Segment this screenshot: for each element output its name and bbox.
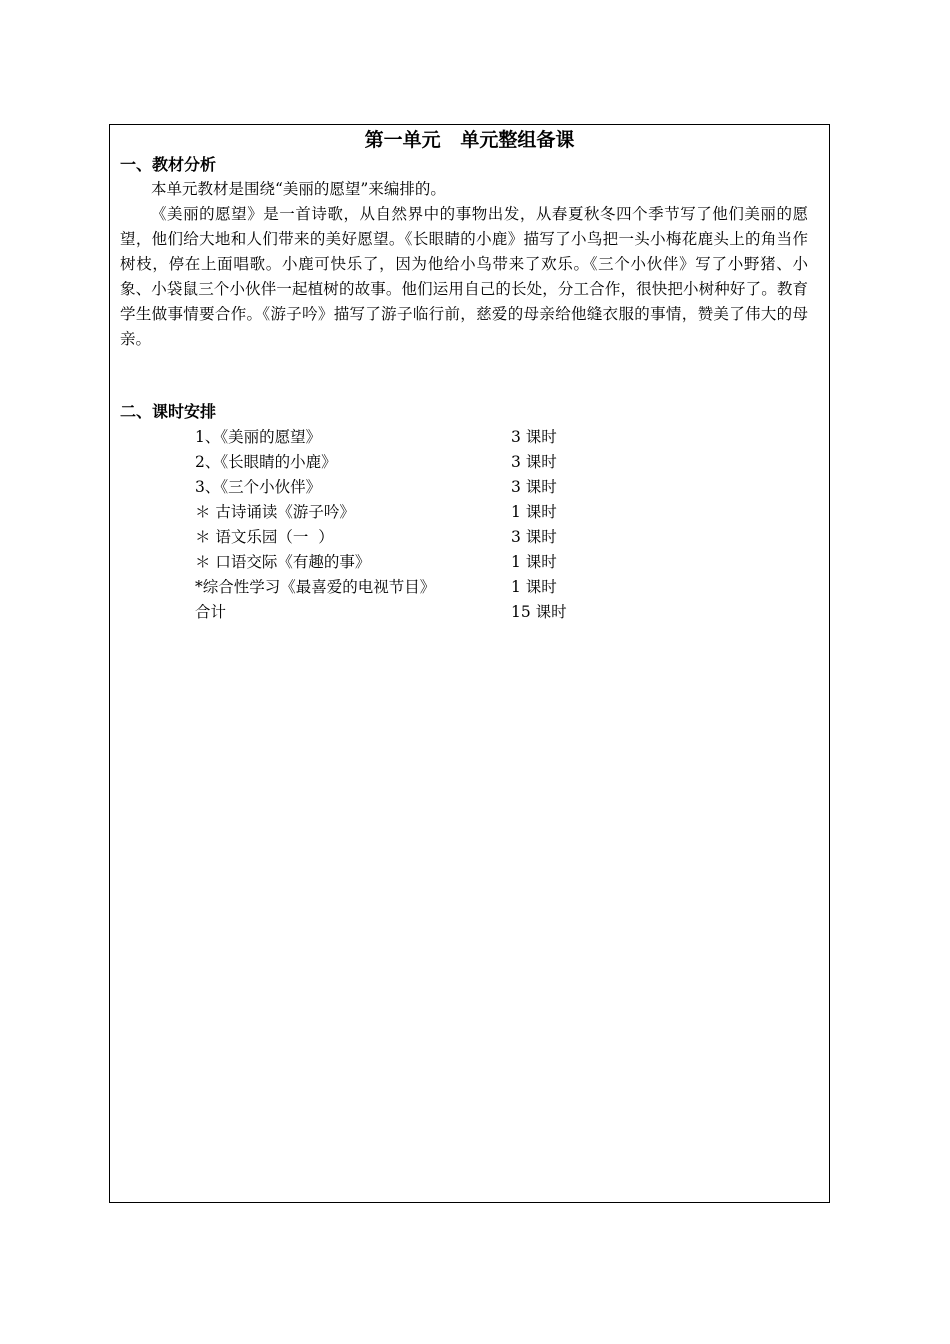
section-heading-lesson-schedule: 二、课时安排 bbox=[120, 402, 217, 421]
schedule-total-hours: 15 课时 bbox=[511, 603, 567, 621]
schedule-item-hours: 1 课时 bbox=[511, 553, 557, 571]
document-title: 第一单元 单元整组备课 bbox=[364, 129, 575, 151]
schedule-item-name: ＊ 古诗诵读《游子吟》 bbox=[195, 503, 355, 521]
schedule-row bbox=[195, 450, 695, 475]
schedule-row bbox=[195, 500, 695, 525]
schedule-row bbox=[195, 425, 695, 450]
schedule-item-name: 1、《美丽的愿望》 bbox=[195, 428, 322, 446]
schedule-item-name: 3、《三个小伙伴》 bbox=[195, 478, 322, 496]
lesson-schedule-list bbox=[195, 425, 695, 625]
schedule-item-hours: 3 课时 bbox=[511, 428, 557, 446]
schedule-item-hours: 3 课时 bbox=[511, 528, 557, 546]
schedule-item-hours: 1 课时 bbox=[511, 578, 557, 596]
schedule-item-hours: 1 课时 bbox=[511, 503, 557, 521]
schedule-item-name: ＊ 口语交际《有趣的事》 bbox=[195, 553, 371, 571]
schedule-row bbox=[195, 575, 695, 600]
schedule-row bbox=[195, 475, 695, 500]
section-heading-textbook-analysis: 一、教材分析 bbox=[120, 155, 217, 174]
intro-paragraph: 本单元教材是围绕“美丽的愿望”来编排的。 bbox=[151, 180, 446, 198]
schedule-row bbox=[195, 550, 695, 575]
schedule-item-name: 2、《长眼睛的小鹿》 bbox=[195, 453, 337, 471]
schedule-item-name: *综合性学习《最喜爱的电视节目》 bbox=[195, 578, 436, 596]
document-frame bbox=[109, 124, 830, 1203]
schedule-row bbox=[195, 525, 695, 550]
schedule-item-hours: 3 课时 bbox=[511, 478, 557, 496]
schedule-row-total bbox=[195, 600, 695, 625]
analysis-paragraph: 《美丽的愿望》是一首诗歌，从自然界中的事物出发，从春夏秋冬四个季节写了他们美丽的愿望，他们给大地和人们带来的美好愿望。《长眼睛的小鹿》描写了小鸟把一头小梅花鹿头上的角当作树枝，停在上面唱歌。小鹿可快乐了，因为他给小鸟带来了欢乐。《三个小伙伴》写了小野猪、小象、小袋鼠三个小伙伴一起植树的故事。他们运用自己的长处，分工合作，很快把小树种好了。教育学生做事情要合作。《游子吟》描写了游子临行前，慈爱的母亲给他缝衣服的事情，赞美了伟大的母亲。 bbox=[120, 205, 808, 348]
schedule-total-label: 合计 bbox=[195, 603, 227, 621]
schedule-item-hours: 3 课时 bbox=[511, 453, 557, 471]
schedule-item-name: ＊ 语文乐园（一 ） bbox=[195, 528, 334, 546]
